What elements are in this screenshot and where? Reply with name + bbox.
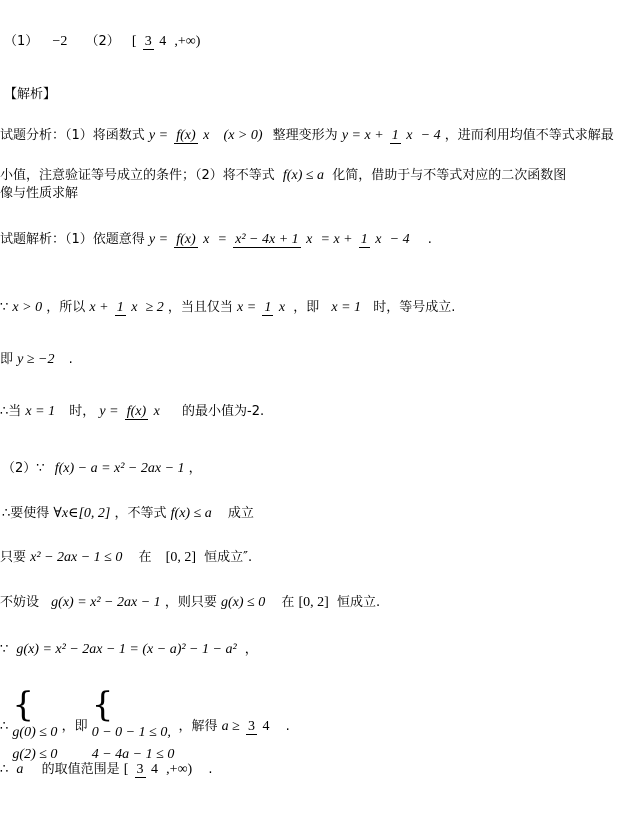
solution-fraction-1-num: f(x) xyxy=(176,232,196,247)
l11-mid: ，则只要 xyxy=(164,595,217,610)
l12-expr: g(x) = x² − 2ax − 1 = (x − a)² − 1 − a² xyxy=(16,642,237,657)
answer-1-value: −2 xyxy=(52,34,68,49)
system-1-row-2: g(2) ≤ 0 xyxy=(12,747,58,762)
answer-2-fraction xyxy=(143,34,169,50)
l5-ge2: ≥ 2 xyxy=(145,300,164,315)
l9-mid: ，不等式 xyxy=(114,506,167,521)
solution-fraction-3-num: 1 xyxy=(360,232,368,247)
l14-dot: . xyxy=(208,762,213,777)
l10-pre: 只要 xyxy=(0,550,27,565)
l11-expr: g(x) = x² − 2ax − 1 xyxy=(51,595,161,610)
l9-tail: 成立 xyxy=(227,506,254,521)
system-2 xyxy=(91,685,175,766)
l13-fraction-den: 4 xyxy=(262,719,270,734)
l5-fraction-den: x xyxy=(131,300,138,315)
l11-tail: 恒成立. xyxy=(336,595,381,610)
line-10 xyxy=(0,550,252,567)
l5-fraction-num: 1 xyxy=(116,300,124,315)
l14-a: a xyxy=(16,762,24,777)
l5-so: ，所以 xyxy=(46,300,86,315)
line-5 xyxy=(0,300,455,317)
answer-2-den: 4 xyxy=(159,34,167,49)
l8-pre: （2）∵ xyxy=(2,461,45,476)
l10-mid: 在 xyxy=(138,550,152,565)
l14-mid: 的取值范围是 xyxy=(41,762,120,777)
l10-interval: [0, 2] xyxy=(165,550,196,565)
l6-ji: 即 xyxy=(0,352,14,367)
system-2-row-1: 0 − 0 − 1 ≤ 0, xyxy=(91,725,171,740)
line-12 xyxy=(0,642,258,659)
line-14 xyxy=(0,762,213,779)
l11-mid2: 在 xyxy=(281,595,295,610)
system-2-row-2: 4 − 4a − 1 ≤ 0 xyxy=(91,747,175,762)
solution-fraction-2-den: x xyxy=(306,232,313,247)
l13-solve: ，解得 xyxy=(178,719,218,734)
l5-when: ，当且仅当 xyxy=(167,300,233,315)
l7-tail: 的最小值为-2. xyxy=(182,404,265,419)
l5-fraction-2 xyxy=(262,300,287,316)
l7-mid: 时， xyxy=(69,404,96,419)
answer-2-rest: ,+∞) xyxy=(174,34,201,49)
analysis-line-2a: 小值，注意验证等号成立的条件；（2）将不等式 xyxy=(0,168,275,183)
solution-fraction-2 xyxy=(233,232,314,248)
analysis-suffix: ，进而利用均值不等式求解最 xyxy=(444,128,614,143)
analysis-expr: y = x + xyxy=(341,128,384,143)
line-8 xyxy=(2,461,202,478)
solution-dot: . xyxy=(427,232,432,247)
system-1-row-1: g(0) ≤ 0 xyxy=(12,725,58,740)
l6-dot: . xyxy=(68,352,73,367)
l7-fraction-num: f(x) xyxy=(126,404,147,419)
solution-fraction-3 xyxy=(359,232,384,248)
analysis-fraction-2-den: x xyxy=(406,128,413,143)
l6-expr: y ≥ −2 xyxy=(17,352,55,367)
left-brace-2: { xyxy=(91,685,114,725)
l13-therefore: ∴ xyxy=(0,719,9,734)
system-1 xyxy=(12,685,58,766)
analysis-minus4: − 4 xyxy=(420,128,441,143)
analysis-fraction-2-num: 1 xyxy=(391,128,399,143)
l13-fraction xyxy=(246,719,272,735)
solution-fraction-1 xyxy=(174,232,211,248)
solution-y-eq: y = xyxy=(148,232,169,247)
solution-minus4: − 4 xyxy=(389,232,410,247)
l8-expr: f(x) − a = x² − 2ax − 1 xyxy=(54,461,185,476)
l5-expr: x + xyxy=(89,300,109,315)
solution-fraction-1-den: x xyxy=(203,232,210,247)
l5-xeq: x = xyxy=(237,300,257,315)
analysis-fraction-den: x xyxy=(203,128,210,143)
analysis-line-2b: 化简，借助于与不等式对应的二次函数图 xyxy=(332,168,567,183)
l13-dot: . xyxy=(285,719,290,734)
analysis-line-1 xyxy=(0,128,614,145)
answer-2-num: 3 xyxy=(144,34,152,49)
solution-fraction-3-den: x xyxy=(375,232,382,247)
analysis-y-eq: y = xyxy=(148,128,169,143)
analysis-line-3: 像与性质求解 xyxy=(0,186,79,201)
l14-open: [ xyxy=(123,762,129,777)
line-13 xyxy=(0,685,290,766)
l11-interval: [0, 2] xyxy=(298,595,329,610)
solution-line xyxy=(0,232,432,249)
l5-ie: ，即 xyxy=(293,300,320,315)
l7-fraction-den: x xyxy=(153,404,160,419)
l10-expr: x² − 2ax − 1 ≤ 0 xyxy=(30,550,123,565)
l14-fraction-den: 4 xyxy=(151,762,159,777)
analysis-inequality: f(x) ≤ a xyxy=(282,168,325,183)
solution-prefix: 试题解析：（1）依题意得 xyxy=(0,232,145,247)
l10-tail: 恒成立″. xyxy=(204,550,253,565)
l5-fraction xyxy=(115,300,140,316)
analysis-fraction-2 xyxy=(390,128,415,144)
solution-fraction-2-num: x² − 4x + 1 xyxy=(235,232,299,247)
l13-fraction-num: 3 xyxy=(247,719,255,734)
l11-ineq: g(x) ≤ 0 xyxy=(220,595,266,610)
l9-pre: ∴要使得 xyxy=(2,506,50,521)
l9-forall: ∀x∈[0, 2] xyxy=(53,506,111,521)
line-9 xyxy=(2,506,254,523)
because-symbol: ∵ xyxy=(0,300,9,315)
l7-pre: ∴当 xyxy=(0,404,22,419)
section-label: 【解析】 xyxy=(4,87,57,102)
l7-x1: x = 1 xyxy=(25,404,56,419)
l12-tail: ， xyxy=(244,642,258,657)
l13-ie: ，即 xyxy=(61,719,88,734)
answer-2-number: （2） xyxy=(85,34,120,49)
l14-fraction xyxy=(135,762,161,778)
solution-eq: = xyxy=(217,232,227,247)
analysis-prefix: 试题分析：（1）将函数式 xyxy=(0,128,145,143)
analysis-condition: (x > 0) xyxy=(223,128,263,143)
answer-2-open: [ xyxy=(131,34,137,49)
analysis-fraction xyxy=(174,128,211,144)
line-11 xyxy=(0,595,380,612)
l5-tail: 时，等号成立. xyxy=(373,300,456,315)
l7-fraction xyxy=(125,404,162,420)
l14-rest: ,+∞) xyxy=(166,762,193,777)
answer-1-number: （1） xyxy=(4,34,39,49)
l14-fraction-num: 3 xyxy=(136,762,144,777)
l13-ageq: a ≥ xyxy=(221,719,240,734)
l11-pre: 不妨设 xyxy=(0,595,40,610)
line-7 xyxy=(0,404,264,421)
left-brace-1: { xyxy=(12,685,35,725)
l8-tail: ， xyxy=(188,461,202,476)
l9-ineq: f(x) ≤ a xyxy=(170,506,212,521)
solution-eq2: = x + xyxy=(320,232,353,247)
l5-x1: x = 1 xyxy=(331,300,362,315)
l5-fraction-2-num: 1 xyxy=(264,300,272,315)
l7-y-eq: y = xyxy=(99,404,119,419)
line-6 xyxy=(0,352,73,369)
analysis-line-2 xyxy=(0,168,566,185)
answer-line xyxy=(4,34,200,51)
l5-cond: x > 0 xyxy=(12,300,43,315)
l14-therefore: ∴ xyxy=(0,762,9,777)
analysis-mid: 整理变形为 xyxy=(272,128,338,143)
l5-fraction-2-den: x xyxy=(278,300,286,315)
analysis-fraction-num: f(x) xyxy=(176,128,196,143)
l12-because: ∵ xyxy=(0,642,9,657)
